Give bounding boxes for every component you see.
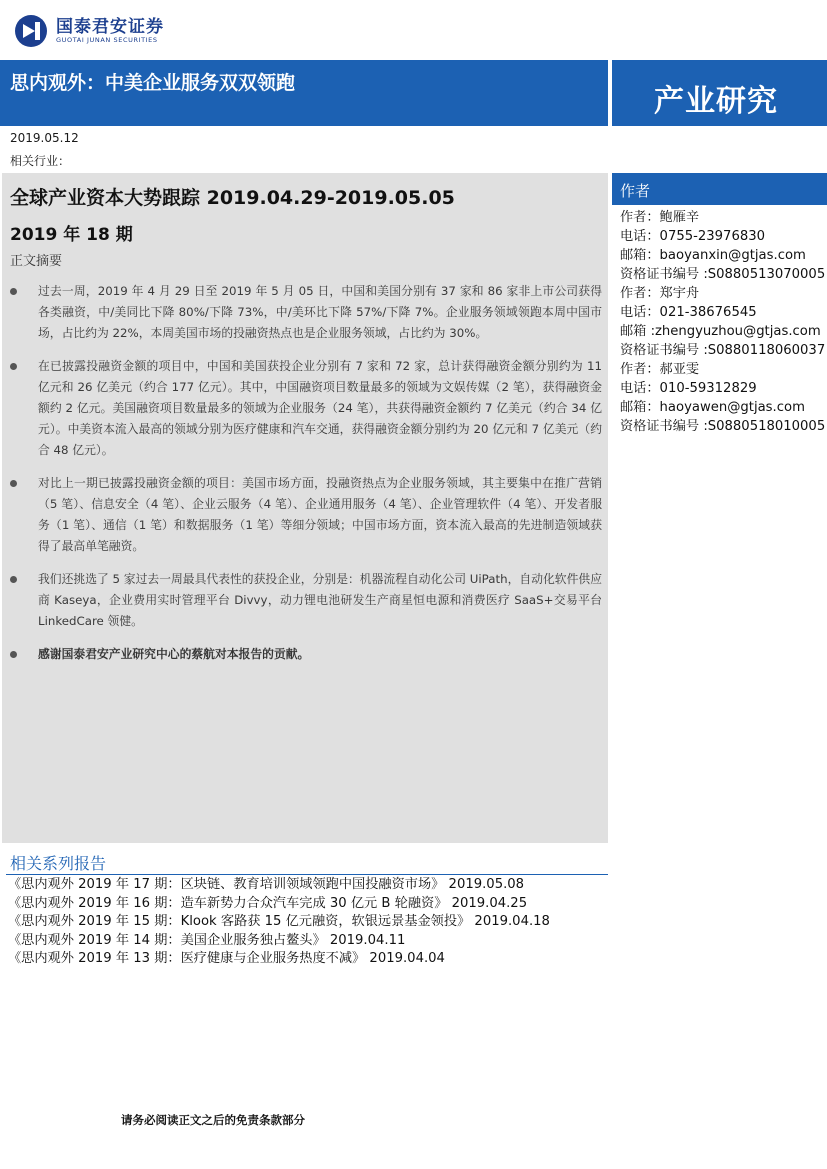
author-name: 作者：鲍雁辛 (620, 210, 700, 225)
bullet-dot-icon (10, 363, 17, 370)
related-report-link[interactable]: 《思内观外 2019 年 15 期：Klook 客路获 15 亿元融资，软银远景基金领投》 2019.04.18 (8, 914, 550, 929)
abstract-label: 正文摘要 (10, 254, 63, 269)
related-report-link[interactable]: 《思内观外 2019 年 17 期：区块链、教育培训领域领跑中国投融资市场》 2019.05.08 (8, 877, 525, 892)
summary-bullet (10, 356, 602, 461)
bullet-text: 我们还挑选了 5 家过去一周最具代表性的获投企业，分别是：机器流程自动化公司 UiPath，自动化软件供应商 Kaseya，企业费用实时管理平台 Divvy，动力锂电池研发生产商星恒电源和消费医疗 SaaS+交易平台 LinkedCare 领健。 (38, 572, 602, 628)
bullet-text: 对比上一期已披露投融资金额的项目：美国市场方面，投融资热点为企业服务领域，其主要集中在推广营销（5 笔）、信息安全（4 笔）、企业云服务（4 笔）、企业通用服务（4 笔）、企业管理软件（4 笔）、开发者服务（1 笔）、通信（1 笔）和数据服务（1 笔）等细分领域；中国市场方面，资本流入最高的先进制造领域获得了最高单笔融资。 (38, 476, 602, 553)
related-report-link[interactable]: 《思内观外 2019 年 14 期：美国企业服务独占鳌头》 2019.04.11 (8, 932, 406, 948)
author-list (620, 208, 825, 436)
author-email[interactable]: 邮箱：haoyawen@gtjas.com (620, 400, 805, 415)
bullet-text: 感谢国泰君安产业研究中心的蔡航对本报告的贡献。 (38, 647, 310, 661)
brand-logo (14, 14, 164, 48)
summary-bullets (10, 281, 602, 677)
author-license: 资格证书编号 :S0880118060037 (620, 343, 826, 358)
report-banner (0, 60, 608, 126)
author-header (612, 173, 827, 205)
report-title: 全球产业资本大势跟踪 2019.04.29-2019.05.05 (10, 187, 455, 209)
author-name: 作者：郝亚雯 (620, 362, 700, 377)
summary-bullet (10, 281, 602, 344)
author-email[interactable]: 邮箱 :zhengyuzhou@gtjas.com (620, 324, 821, 339)
author-license: 资格证书编号 :S0880518010005 (620, 419, 826, 434)
author-email[interactable]: 邮箱：baoyanxin@gtjas.com (620, 248, 806, 263)
disclaimer-footer: 请务必阅读正文之后的免责条款部分 (121, 1113, 305, 1127)
issue-number: 2019 年 18 期 (10, 225, 133, 245)
author-license: 资格证书编号 :S0880513070005 (620, 267, 826, 282)
bullet-dot-icon (10, 576, 17, 583)
summary-bullet (10, 644, 602, 665)
brand-name-en: GUOTAI JUNAN SECURITIES (56, 35, 158, 44)
category-banner (612, 60, 827, 126)
author-phone: 电话：021-38676545 (620, 305, 757, 320)
category-label: 产业研究 (654, 84, 778, 119)
related-reports-list (8, 876, 550, 969)
related-report-link[interactable]: 《思内观外 2019 年 13 期：医疗健康与企业服务热度不减》 2019.04.04 (8, 951, 445, 966)
author-phone: 电话：0755-23976830 (620, 229, 766, 244)
industry-label: 相关行业： (10, 154, 71, 168)
brand-name-cn: 国泰君安证券 (56, 16, 164, 37)
bullet-text: 过去一周，2019 年 4 月 29 日至 2019 年 5 月 05 日，中国和美国分别有 37 家和 86 家非上市公司获得各类融资，中/美同比下降 80%/下降 73%，中/美环比下降 57%/下降 7%。企业服务领域领跑本周中国市场，占比约为 22%，本周美国市场的投融资热点也是企业服务领域，占比约为 30%。 (38, 284, 602, 340)
bullet-dot-icon (10, 288, 17, 295)
related-divider (6, 874, 608, 875)
author-header-label: 作者 (620, 182, 651, 200)
summary-panel (2, 173, 608, 843)
summary-bullet (10, 473, 602, 557)
summary-bullet (10, 569, 602, 632)
author-phone: 电话：010-59312829 (620, 381, 757, 396)
related-reports-title: 相关系列报告 (10, 854, 107, 873)
bullet-text: 在已披露投融资金额的项目中，中国和美国获投企业分别有 7 家和 72 家，总计获得融资金额分别约为 11 亿元和 26 亿美元（约合 177 亿元）。其中，中国融资项目数量最多的领域为文娱传媒（2 笔），获得融资金额约 2 亿元。美国融资项目数量最多的领域为企业服务（24 笔），共获得融资金额约 7 亿美元（约合 34 亿元）。中美资本流入最高的领域分别为医疗健康和汽车交通，获得融资金额分别约为 20 亿元和 7 亿美元（约合 48 亿元）。 (38, 359, 602, 457)
bullet-dot-icon (10, 651, 17, 658)
related-report-link[interactable]: 《思内观外 2019 年 16 期：造车新势力合众汽车完成 30 亿元 B 轮融资》 2019.04.25 (8, 895, 528, 911)
banner-title: 思内观外：中美企业服务双双领跑 (10, 72, 296, 94)
report-date: 2019.05.12 (10, 131, 79, 145)
bullet-dot-icon (10, 480, 17, 487)
brand-emblem-icon (14, 14, 48, 48)
author-name: 作者：郑宇舟 (620, 286, 700, 301)
